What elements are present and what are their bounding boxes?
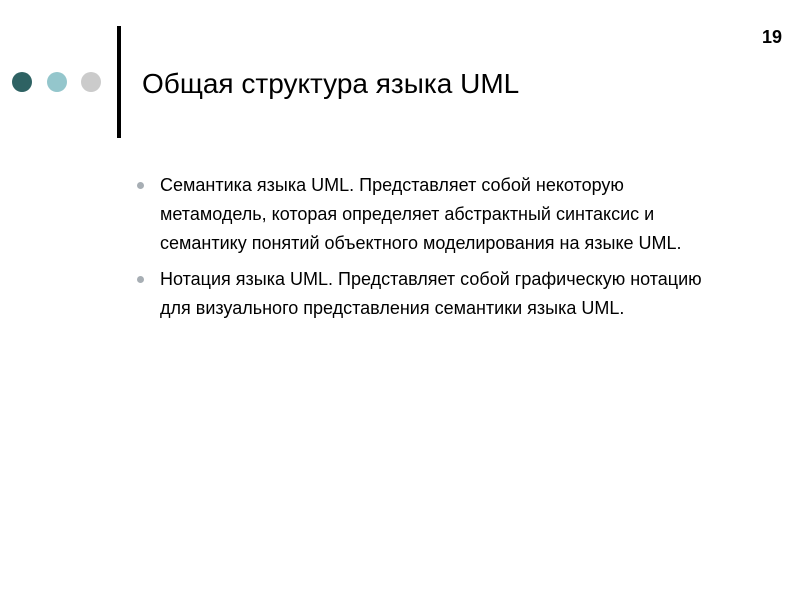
slide-title: Общая структура языка UML [142,68,520,99]
page-number: 19 [761,27,782,47]
bullet-text: Семантика языка UML. Представляет собой некоторую метамодель, которая определяет абстрактный синтаксис и семантику понятий объектного моделирования на языке UML. [160,175,682,253]
bullet-item [136,171,716,258]
title-divider-bar [117,26,121,138]
bullet-list [136,171,716,330]
decorative-dot-dark-teal [12,72,32,92]
bullet-dot-icon [137,276,144,283]
bullet-text: Нотация языка UML. Представляет собой графическую нотацию для визуального представления семантики языка UML. [160,269,702,318]
bullet-dot-icon [137,182,144,189]
decorative-dot-light-teal [47,72,67,92]
bullet-item [136,265,716,323]
decorative-dot-gray [81,72,101,92]
